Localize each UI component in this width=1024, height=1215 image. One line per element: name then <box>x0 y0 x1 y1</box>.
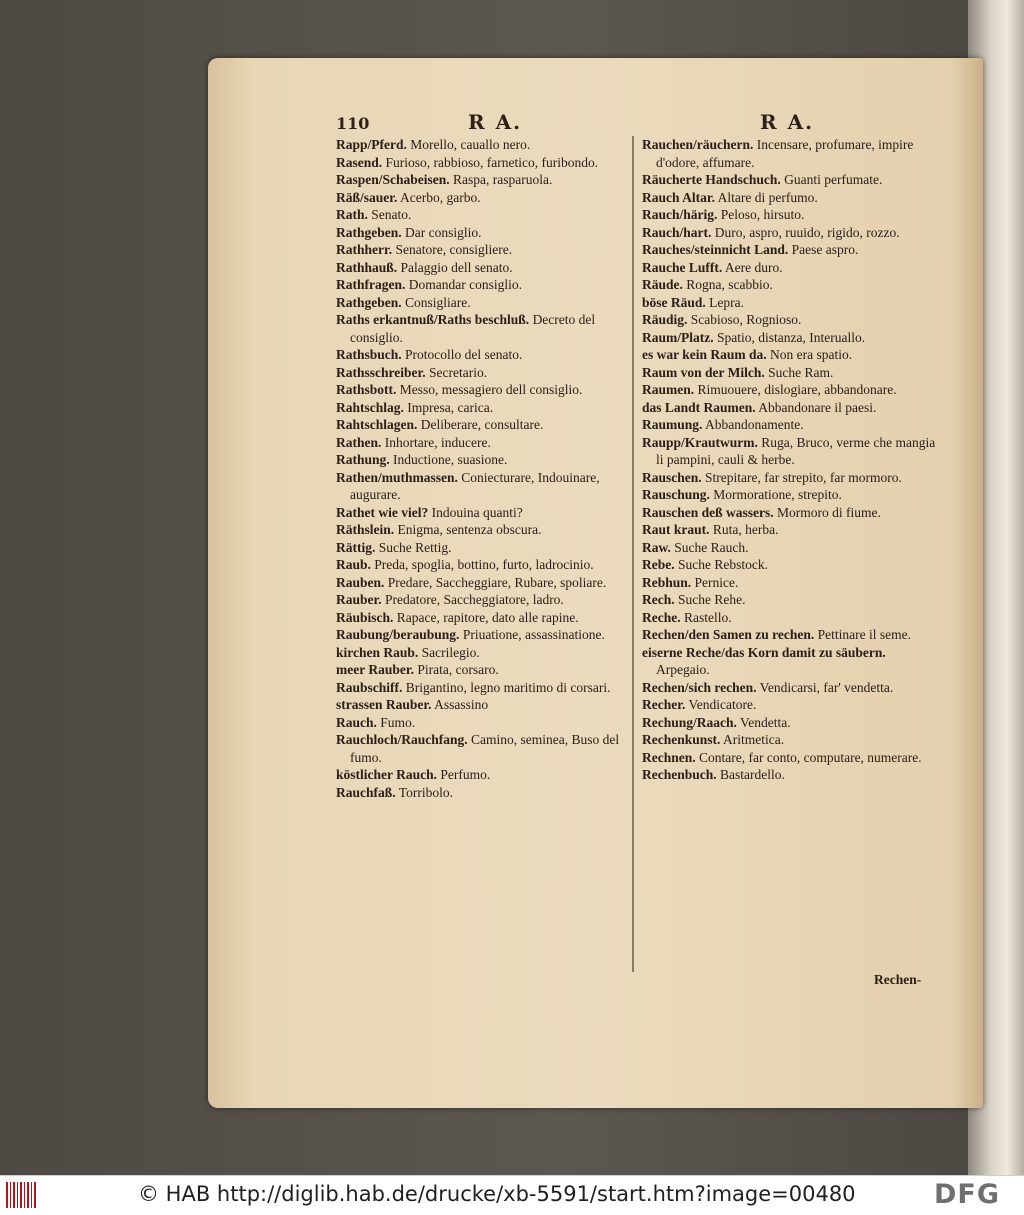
dictionary-entry <box>336 784 628 802</box>
entry-headword: Rath. <box>336 207 368 222</box>
entry-headword: Rebhun. <box>642 574 692 590</box>
entry-translation: Furioso, rabbioso, farnetico, furibondo. <box>382 154 599 170</box>
dictionary-entry <box>336 346 628 364</box>
entry-headword: Rathet wie viel? <box>336 504 429 520</box>
entry-translation: Vendicatore. <box>685 697 757 712</box>
entry-headword: Rauches/steinnicht Land. <box>642 242 789 257</box>
entry-translation: Sacrilegio. <box>418 644 480 660</box>
entry-headword: Raumen. <box>642 382 695 397</box>
entry-translation: Inductione, suasione. <box>389 452 508 467</box>
entry-translation: Suche Rebstock. <box>674 557 768 572</box>
entry-translation: Secretario. <box>425 364 488 380</box>
entry-translation: Brigantino, legno maritimo di corsari. <box>402 679 611 695</box>
entry-headword: Räudig. <box>642 312 688 327</box>
entry-translation: Ruga, Bruco, verme che mangia li pampini, cauli & herbe. <box>656 434 936 467</box>
entry-headword: Raubung/beraubung. <box>336 627 460 642</box>
entry-headword: Rechen/den Samen zu rechen. <box>642 627 815 642</box>
entry-translation: Priuatione, assassinatione. <box>459 627 605 642</box>
viewer-footer <box>0 1175 1024 1215</box>
entry-headword: Rauch. <box>336 714 377 730</box>
dictionary-entry <box>642 136 938 171</box>
entry-headword: Raupp/Krautwurm. <box>642 434 758 450</box>
dictionary-entry <box>336 364 628 382</box>
entry-translation: Predatore, Saccheggiatore, ladro. <box>381 592 564 607</box>
entry-headword: Rechenbuch. <box>642 767 717 782</box>
entry-translation: Decreto del consiglio. <box>350 312 596 345</box>
dictionary-entry <box>336 521 628 539</box>
entry-headword: Rauber. <box>336 592 382 607</box>
entry-headword: Rauche Lufft. <box>642 259 723 275</box>
entry-headword: Rauch Altar. <box>642 189 716 205</box>
entry-headword: Rathsschreiber. <box>336 364 426 380</box>
dictionary-entry <box>642 749 938 767</box>
entry-translation: Deliberare, consultare. <box>417 417 544 432</box>
entry-translation: Pettinare il seme. <box>814 627 911 642</box>
dictionary-entry <box>642 206 938 224</box>
entry-translation: Paese aspro. <box>788 242 859 257</box>
entry-headword: Raum von der Milch. <box>642 364 765 380</box>
entry-translation: Enigma, sentenza obscura. <box>394 522 542 537</box>
entry-headword: Rauchen/räuchern. <box>642 137 754 152</box>
entry-translation: Altare di perfumo. <box>715 189 818 205</box>
dictionary-entry <box>642 294 938 312</box>
dictionary-entry <box>336 644 628 662</box>
entry-translation: Fumo. <box>376 714 416 730</box>
entry-headword: Rathung. <box>336 452 390 467</box>
entry-translation: Non era spatio. <box>766 347 853 362</box>
dictionary-entry <box>336 276 628 294</box>
entry-headword: Rechung/Raach. <box>642 714 737 730</box>
entry-translation: Peloso, hirsuto. <box>717 207 805 222</box>
dictionary-entry <box>642 696 938 714</box>
copyright-url[interactable]: © HAB http://diglib.hab.de/drucke/xb-5591/start.htm?image=00480 <box>138 1182 856 1206</box>
dictionary-entry <box>642 311 938 329</box>
dictionary-entry <box>336 206 628 224</box>
entry-headword: Rechen/sich rechen. <box>642 679 757 695</box>
entry-translation: Suche Ram. <box>764 364 834 380</box>
dictionary-entry <box>336 399 628 417</box>
running-head-left: R A. <box>468 110 523 134</box>
entry-headword: Rauschen deß wassers. <box>642 504 774 520</box>
entry-headword: Rathgeben. <box>336 224 402 240</box>
column-divider <box>632 136 634 972</box>
dictionary-entry <box>336 171 628 189</box>
entry-headword: Rathen/muthmassen. <box>336 469 458 485</box>
dictionary-entry <box>642 381 938 399</box>
entry-headword: Rauschen. <box>642 469 702 485</box>
entry-translation: Rogna, scabbio. <box>682 277 773 292</box>
running-head-right: R A. <box>760 110 815 134</box>
entry-translation: Abbandonare il paesi. <box>755 399 877 415</box>
dictionary-entry <box>642 346 938 364</box>
entry-headword: Raubschiff. <box>336 679 403 695</box>
entry-headword: Raum/Platz. <box>642 329 714 345</box>
dictionary-entry <box>642 416 938 434</box>
dictionary-entry <box>336 714 628 732</box>
entry-translation: Senato. <box>367 207 412 222</box>
entry-translation: Rastello. <box>680 609 732 625</box>
dictionary-entry <box>642 276 938 294</box>
hab-logo-icon <box>6 1182 38 1208</box>
entry-translation: Predare, Saccheggiare, Rubare, spoliare. <box>384 574 607 590</box>
catchword: Rechen- <box>874 972 922 987</box>
entry-headword: Rechenkunst. <box>642 732 721 747</box>
entry-headword: Raumung. <box>642 417 703 432</box>
entry-headword: Rasend. <box>336 154 383 170</box>
entry-headword: Rättig. <box>336 539 376 555</box>
entry-translation: Aritmetica. <box>720 732 785 747</box>
entry-headword: Rahtschlag. <box>336 399 404 415</box>
entry-translation: Camino, seminea, Buso del fumo. <box>350 732 620 765</box>
dictionary-entry <box>642 714 938 732</box>
dictionary-entry <box>336 696 628 714</box>
entry-translation: Suche Rettig. <box>375 539 452 555</box>
dictionary-entry <box>336 259 628 277</box>
entry-translation: Lepra. <box>705 294 745 310</box>
dictionary-entry <box>336 591 628 609</box>
entry-headword: Räucherte Handschuch. <box>642 172 781 187</box>
entry-headword: Räß/sauer. <box>336 189 398 205</box>
entry-translation: Indouina quanti? <box>428 504 523 520</box>
entry-translation: Palaggio dell senato. <box>397 259 513 275</box>
entry-translation: Abbandonamente. <box>702 417 804 432</box>
entry-headword: Rathsbott. <box>336 382 397 397</box>
entry-translation: Consigliare. <box>401 294 471 310</box>
entry-headword: Rechnen. <box>642 749 696 765</box>
left-column <box>336 136 628 801</box>
entry-headword: Rathsbuch. <box>336 347 402 362</box>
entry-translation: Bastardello. <box>716 767 785 782</box>
entry-headword: Reche. <box>642 609 681 625</box>
entry-headword: Rapp/Pferd. <box>336 137 407 152</box>
dictionary-entry <box>642 521 938 539</box>
entry-translation: Spatio, distanza, Interuallo. <box>713 329 866 345</box>
entry-translation: Acerbo, garbo. <box>397 189 481 205</box>
entry-headword: kirchen Raub. <box>336 644 419 660</box>
entry-headword: köstlicher Rauch. <box>336 767 438 782</box>
dictionary-entry <box>336 679 628 697</box>
entry-translation: Perfumo. <box>437 767 491 782</box>
entry-headword: böse Räud. <box>642 294 706 310</box>
entry-headword: Raub. <box>336 557 371 572</box>
dictionary-entry <box>336 224 628 242</box>
dictionary-entry <box>336 136 628 154</box>
entry-headword: Rauchloch/Rauchfang. <box>336 732 468 747</box>
entry-headword: Rathherr. <box>336 242 393 257</box>
entry-headword: Rathgeben. <box>336 294 402 310</box>
dictionary-entry <box>642 486 938 504</box>
entry-translation: Vendetta. <box>736 714 791 730</box>
entry-headword: Räude. <box>642 277 683 292</box>
entry-translation: Assassino <box>431 697 489 712</box>
dictionary-entry <box>336 539 628 557</box>
entry-headword: Raw. <box>642 539 671 555</box>
dictionary-entry <box>642 504 938 522</box>
dictionary-entry <box>642 539 938 557</box>
entry-headword: strassen Rauber. <box>336 697 432 712</box>
entry-translation: Morello, cauallo nero. <box>406 137 531 152</box>
dictionary-entry <box>336 416 628 434</box>
entry-translation: Preda, spoglia, bottino, furto, ladrocinio. <box>370 557 594 572</box>
dfg-logo: DFG <box>934 1179 1001 1210</box>
entry-translation: Dar consiglio. <box>401 224 482 240</box>
dictionary-entry <box>336 766 628 784</box>
dictionary-entry <box>336 311 628 346</box>
dictionary-entry <box>642 189 938 207</box>
entry-headword: Raths erkantnuß/Raths beschluß. <box>336 312 530 327</box>
entry-headword: Rauch/hart. <box>642 224 712 240</box>
entry-translation: Contare, far conto, computare, numerare. <box>695 749 922 765</box>
entry-translation: Pernice. <box>691 574 739 590</box>
dictionary-entry <box>642 434 938 469</box>
dictionary-entry <box>642 626 938 644</box>
entry-headword: Rathfragen. <box>336 277 406 292</box>
entry-headword: Räubisch. <box>336 609 394 625</box>
dictionary-entry <box>336 626 628 644</box>
entry-translation: Rapace, rapitore, dato alle rapine. <box>393 609 579 625</box>
entry-translation: Guanti perfumate. <box>780 172 883 187</box>
entry-translation: Vendicarsi, far' vendetta. <box>756 679 894 695</box>
entry-headword: Rathen. <box>336 434 382 450</box>
dictionary-entry <box>642 766 938 784</box>
dictionary-entry <box>642 609 938 627</box>
dictionary-entry <box>336 609 628 627</box>
dictionary-entry <box>642 364 938 382</box>
dictionary-entry <box>642 574 938 592</box>
entry-headword: Rauchfaß. <box>336 784 396 800</box>
dictionary-entry <box>336 294 628 312</box>
dictionary-entry <box>336 381 628 399</box>
entry-translation: Duro, aspro, ruuido, rigido, rozzo. <box>711 224 900 240</box>
entry-headword: Rech. <box>642 592 675 607</box>
dictionary-entry <box>642 329 938 347</box>
entry-translation: Aere duro. <box>722 259 783 275</box>
dictionary-entry <box>336 154 628 172</box>
entry-translation: Protocollo del senato. <box>401 347 523 362</box>
entry-headword: eiserne Reche/das Korn damit zu säubern. <box>642 644 886 660</box>
entry-translation: Incensare, profumare, impire d'odore, affumare. <box>656 137 914 170</box>
entry-headword: Rahtschlagen. <box>336 417 418 432</box>
dictionary-entry <box>642 591 938 609</box>
entry-headword: Rauch/härig. <box>642 207 718 222</box>
entry-translation: Senatore, consigliere. <box>392 242 513 257</box>
dictionary-entry <box>336 451 628 469</box>
entry-translation: Impresa, carica. <box>403 399 494 415</box>
dictionary-entry <box>336 469 628 504</box>
page-number: 110 <box>336 114 370 133</box>
entry-translation: Strepitare, far strepito, far mormoro. <box>701 469 902 485</box>
entry-headword: Recher. <box>642 697 686 712</box>
entry-translation: Domandar consiglio. <box>405 277 522 292</box>
entry-headword: Räthslein. <box>336 522 395 537</box>
entry-translation: Suche Rehe. <box>674 592 746 607</box>
entry-translation: Mormoratione, strepito. <box>709 487 842 502</box>
entry-headword: Raspen/Schabeisen. <box>336 172 450 187</box>
entry-headword: es war kein Raum da. <box>642 347 767 362</box>
entry-translation: Suche Rauch. <box>670 539 749 555</box>
entry-translation: Scabioso, Rognioso. <box>687 312 802 327</box>
dictionary-entry <box>336 661 628 679</box>
entry-headword: Raut kraut. <box>642 522 710 537</box>
entry-translation: Ruta, herba. <box>709 522 779 537</box>
entry-headword: Rathhauß. <box>336 259 398 275</box>
entry-translation: Messo, messagiero dell consiglio. <box>396 382 583 397</box>
dictionary-entry <box>642 171 938 189</box>
dictionary-entry <box>642 469 938 487</box>
dictionary-entry <box>336 189 628 207</box>
entry-headword: das Landt Raumen. <box>642 399 756 415</box>
entry-headword: Rebe. <box>642 557 675 572</box>
dictionary-entry <box>336 556 628 574</box>
dictionary-entry <box>642 644 938 679</box>
dictionary-entry <box>642 224 938 242</box>
dictionary-entry <box>336 731 628 766</box>
dictionary-entry <box>642 259 938 277</box>
dictionary-entry <box>336 434 628 452</box>
entry-translation: Arpegaio. <box>656 662 710 677</box>
dictionary-entry <box>642 241 938 259</box>
dictionary-entry <box>642 556 938 574</box>
entry-translation: Pirata, corsaro. <box>414 662 499 677</box>
dictionary-entry <box>642 399 938 417</box>
entry-translation: Torribolo. <box>395 784 453 800</box>
dictionary-entry <box>642 731 938 749</box>
entry-translation: Raspa, rasparuola. <box>449 172 553 187</box>
dictionary-entry <box>642 679 938 697</box>
dictionary-entry <box>336 241 628 259</box>
right-column <box>642 136 938 784</box>
entry-translation: Mormoro di fiume. <box>773 504 881 520</box>
entry-translation: Rimuouere, dislogiare, abbandonare. <box>694 382 897 397</box>
entry-translation: Coniecturare, Indouinare, augurare. <box>350 469 600 502</box>
entry-translation: Inhortare, inducere. <box>381 434 491 450</box>
entry-headword: meer Rauber. <box>336 662 414 677</box>
entry-headword: Rauben. <box>336 574 385 590</box>
dictionary-entry <box>336 504 628 522</box>
entry-headword: Rauschung. <box>642 487 710 502</box>
dictionary-entry <box>336 574 628 592</box>
